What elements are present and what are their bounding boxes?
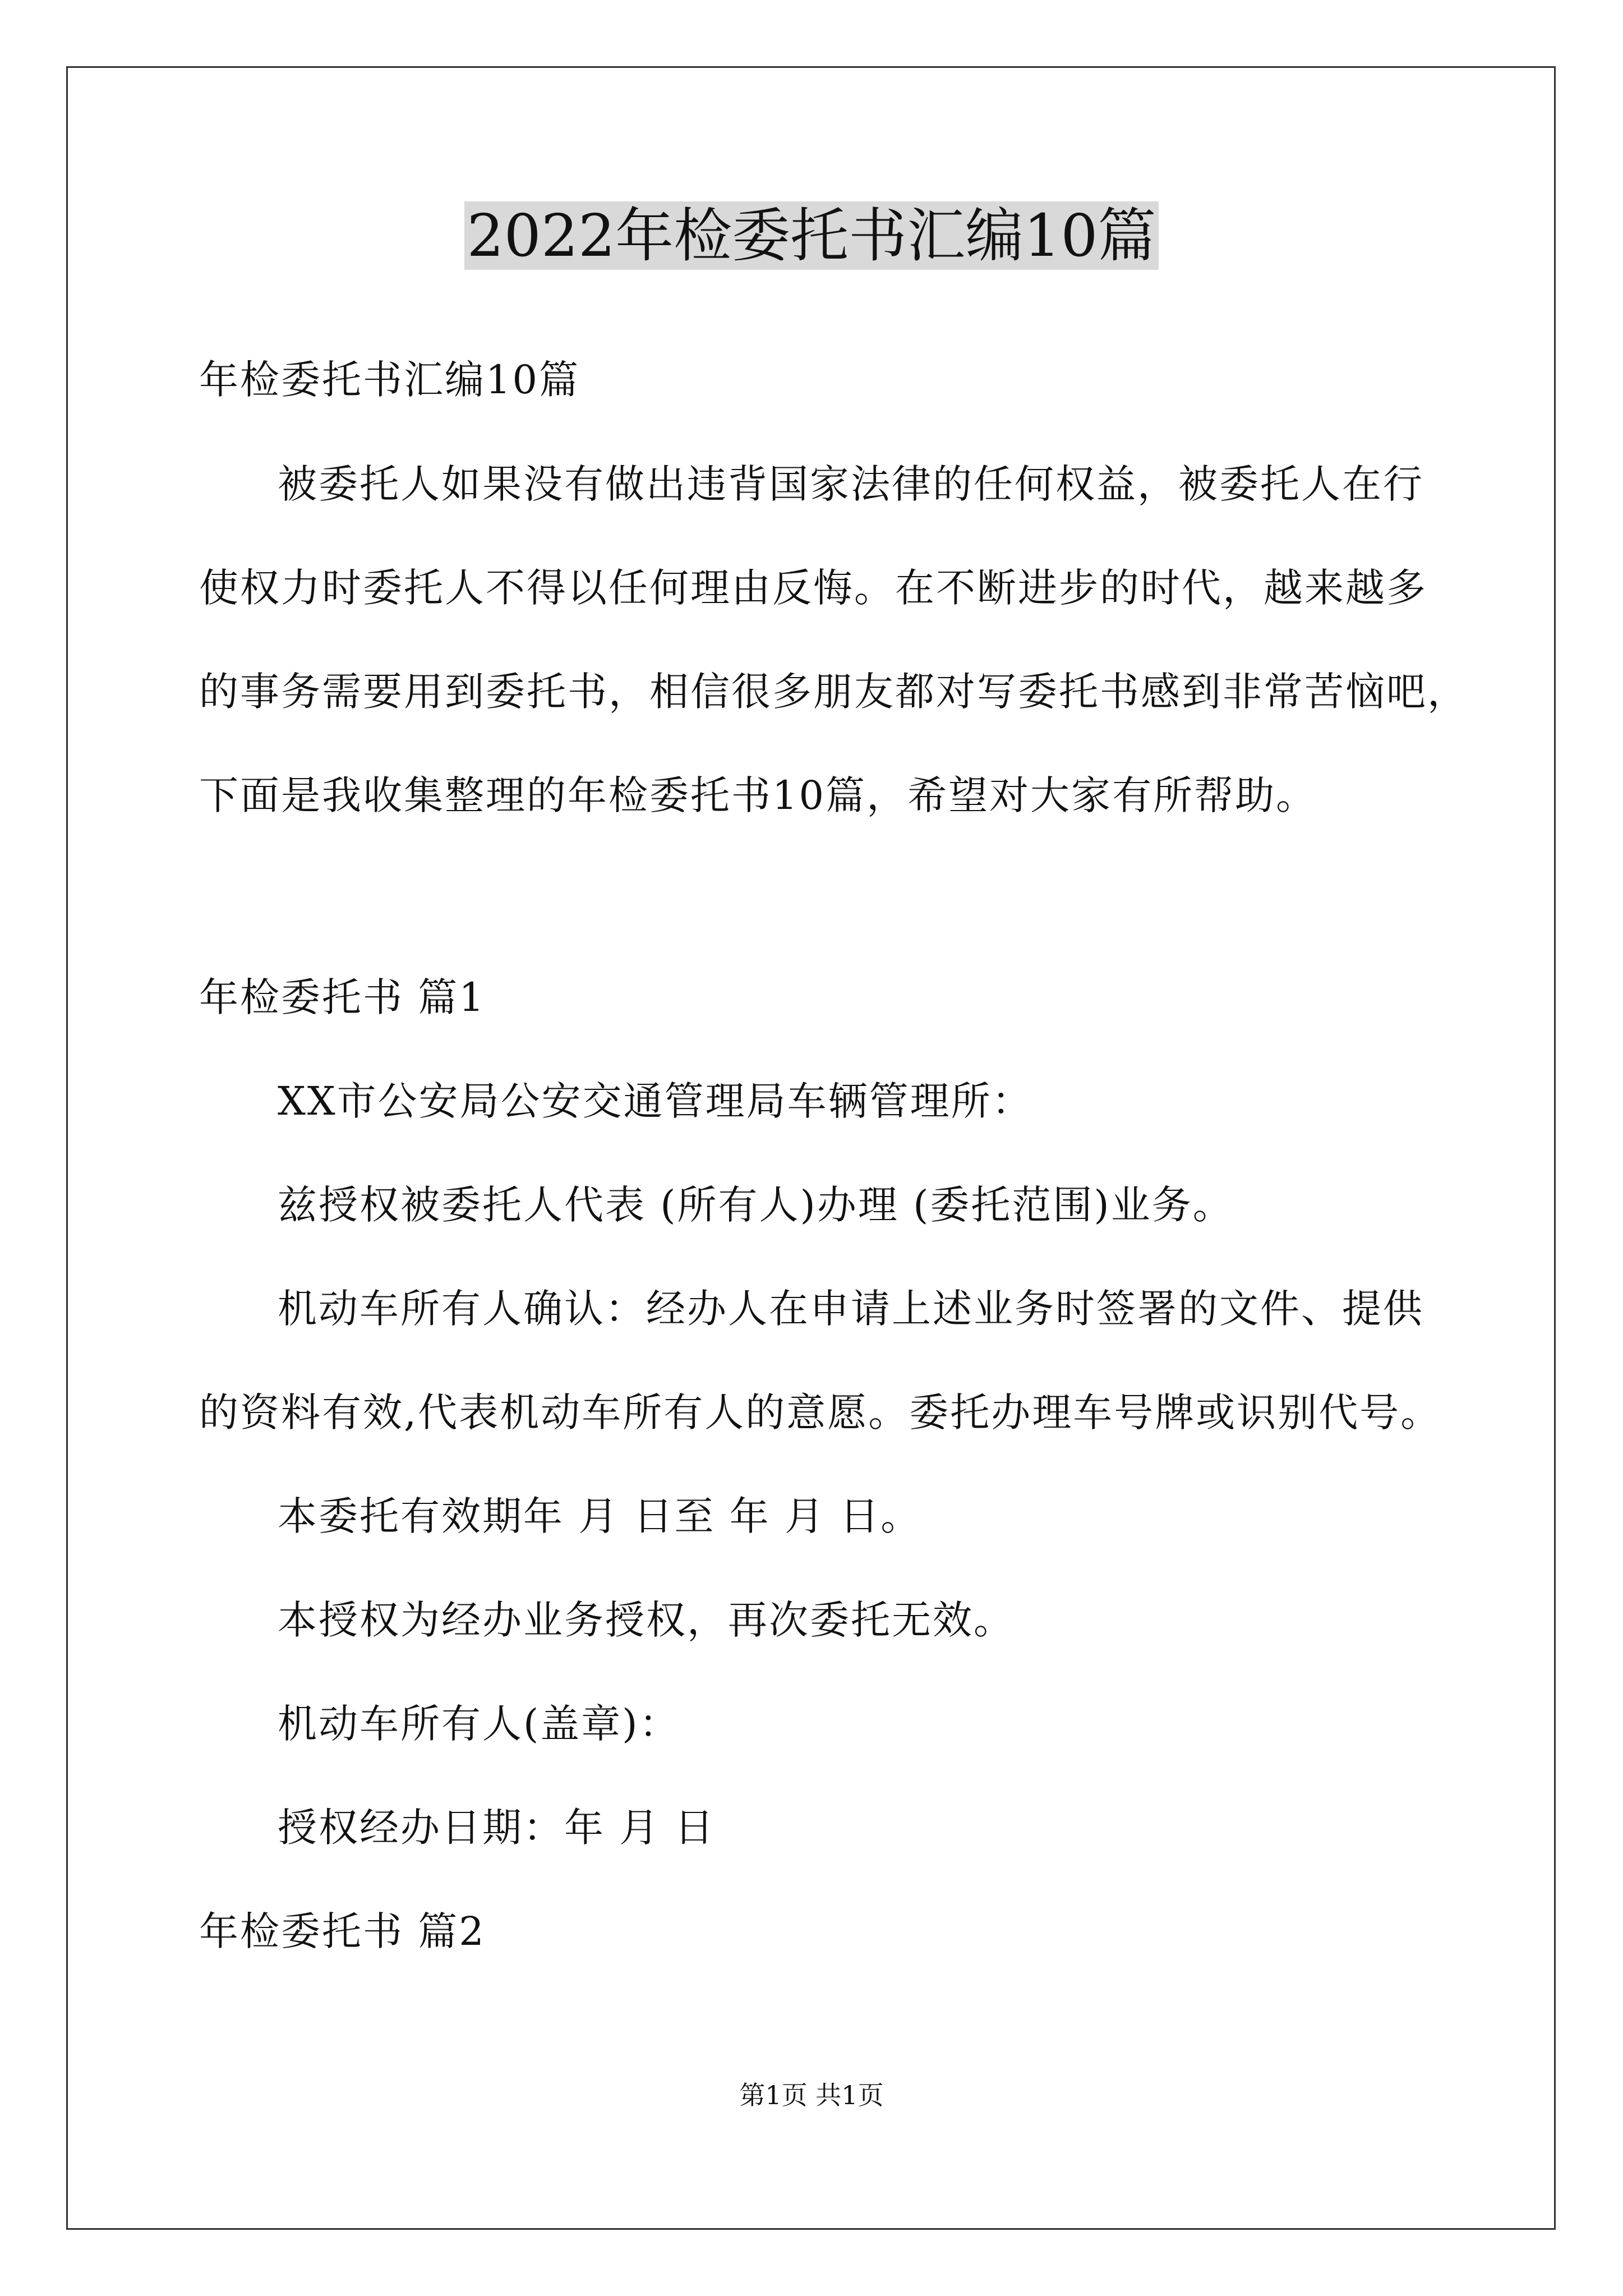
page-footer: 第1页 共1页 [739, 2080, 884, 2110]
section-2-heading: 年检委托书 篇2 [199, 1908, 486, 1954]
section-1-paragraph-3: 本委托有效期年 月 日至 年 月 日。 [278, 1493, 922, 1539]
section-1-paragraph-2-line-1: 机动车所有人确认：经办人在申请上述业务时签署的文件、提供 [278, 1286, 1424, 1332]
section-1-paragraph-1: 兹授权被委托人代表 (所有人)办理 (委托范围)业务。 [278, 1182, 1234, 1228]
intro-line-4: 下面是我收集整理的年检委托书10篇，希望对大家有所帮助。 [199, 772, 1317, 818]
document-title [0, 194, 1623, 278]
section-1-heading: 年检委托书 篇1 [199, 974, 486, 1020]
intro-line-3: 的事务需要用到委托书，相信很多朋友都对写委托书感到非常苦恼吧， [199, 669, 1468, 715]
section-1-paragraph-2-line-2: 的资料有效,代表机动车所有人的意愿。委托办理车号牌或识别代号。 [199, 1389, 1442, 1435]
section-1-paragraph-5: 机动车所有人(盖章)： [278, 1701, 680, 1747]
subtitle: 年检委托书汇编10篇 [199, 357, 580, 403]
intro-line-1: 被委托人如果没有做出违背国家法律的任何权益，被委托人在行 [278, 461, 1424, 507]
intro-line-2: 使权力时委托人不得以任何理由反悔。在不断进步的时代，越来越多 [199, 565, 1427, 611]
section-1-paragraph-4: 本授权为经办业务授权，再次委托无效。 [278, 1597, 1015, 1643]
document-title-text: 2022年检委托书汇编10篇 [464, 201, 1158, 270]
section-1-paragraph-6: 授权经办日期：年 月 日 [278, 1805, 716, 1851]
section-1-addressee: XX市公安局公安交通管理局车辆管理所： [278, 1078, 1033, 1124]
